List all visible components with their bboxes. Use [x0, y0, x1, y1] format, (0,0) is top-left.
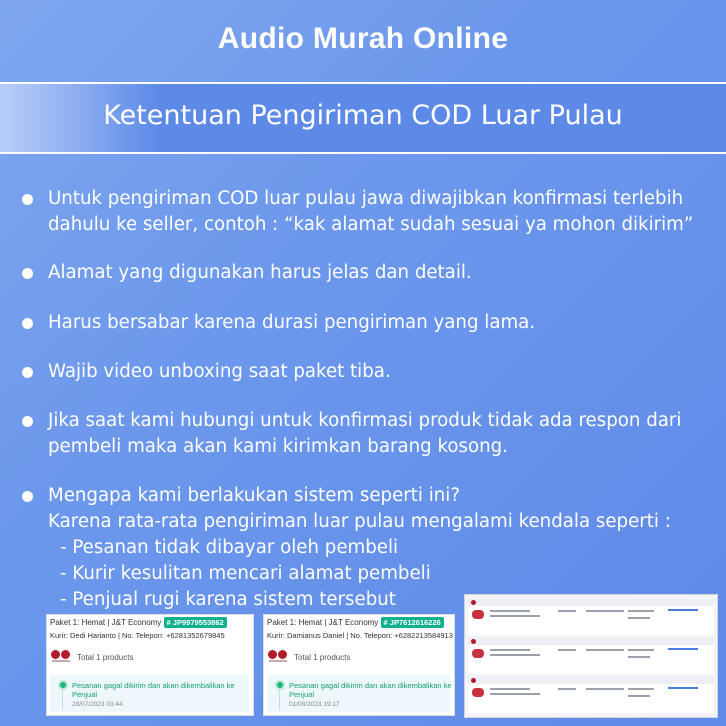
rule-line: Karena rata-rata pengiriman luar pulau mengalami kendala seperti :	[48, 511, 671, 532]
rule-line: Mengapa kami berlakukan sistem seperti ini?	[48, 485, 461, 506]
tracking-tag: # JP9979553862	[164, 617, 227, 628]
courier-info: Kurir: Damianus Daniel | No. Telepon: +6282213584913	[267, 631, 453, 640]
product-image-icon	[472, 649, 484, 658]
tracking-status	[267, 675, 450, 712]
status-dot-icon	[277, 682, 283, 688]
rule-subitem: - Pesanan tidak dibayar oleh pembeli	[60, 537, 399, 558]
rule-line: Wajib video unboxing saat paket tiba.	[48, 361, 391, 382]
text-placeholder	[628, 656, 650, 658]
text-placeholder	[628, 649, 654, 651]
banner	[0, 82, 726, 154]
package-header	[50, 617, 227, 628]
rule-item	[48, 359, 724, 385]
status-dot-icon	[60, 682, 66, 688]
product-image-icon	[472, 610, 484, 619]
rule-line: dahulu ke seller, contoh : “kak alamat sudah sesuai ya mohon dikirim”	[48, 214, 694, 235]
order-row-header	[468, 599, 714, 606]
product-image-icon	[472, 688, 484, 697]
courier-info: Kurir: Dedi Harianto | No. Telepon: +6281352679845	[50, 631, 225, 640]
rule-item	[48, 260, 724, 286]
avatar-icon	[471, 678, 476, 683]
text-placeholder	[490, 693, 540, 695]
rule-item	[48, 186, 724, 238]
text-placeholder	[586, 688, 624, 690]
package-label: Paket 1: Hemat | J&T Economy	[267, 618, 379, 627]
brand-title: Audio Murah Online	[217, 22, 509, 55]
status-message: Pesanan gagal dikirim dan akan dikembalikan ke Penjual	[72, 681, 235, 699]
text-placeholder	[490, 615, 540, 617]
text-placeholder	[586, 610, 624, 612]
timeline-line	[62, 690, 63, 710]
rule-line: pembeli maka akan kami kirimkan barang kosong.	[48, 436, 508, 457]
rule-subitem: - Kurir kesulitan mencari alamat pembeli	[60, 563, 431, 584]
bullet-icon	[22, 268, 33, 279]
order-list-screenshot	[465, 595, 717, 717]
text-placeholder	[490, 649, 530, 651]
bullet-icon	[22, 194, 33, 205]
order-screenshot-card	[264, 615, 454, 715]
order-row	[468, 677, 714, 713]
text-placeholder	[628, 617, 650, 619]
rule-line: Harus bersabar karena durasi pengiriman yang lama.	[48, 312, 536, 333]
bullet-icon	[22, 416, 33, 427]
rule-line: Untuk pengiriman COD luar pulau jawa diwajibkan konfirmasi terlebih	[48, 188, 684, 209]
order-screenshot-card	[47, 615, 253, 715]
order-row-header	[468, 677, 714, 684]
text-placeholder	[490, 654, 540, 656]
bullet-icon	[22, 367, 33, 378]
product-count: Total 1 products	[77, 653, 134, 662]
action-link	[668, 648, 698, 650]
product-thumbnail-icon	[267, 648, 289, 664]
tracking-status	[50, 675, 249, 712]
text-placeholder	[490, 610, 530, 612]
bullet-icon	[22, 491, 33, 502]
rule-subitem: - Penjual rugi karena sistem tersebut	[60, 589, 396, 610]
order-row	[468, 638, 714, 674]
text-placeholder	[558, 610, 576, 612]
package-header	[267, 617, 444, 628]
rule-item	[48, 310, 724, 336]
text-placeholder	[490, 688, 530, 690]
text-placeholder	[628, 688, 654, 690]
rule-item	[48, 483, 724, 613]
product-count: Total 1 products	[294, 653, 351, 662]
timeline-line	[279, 690, 280, 710]
text-placeholder	[558, 649, 576, 651]
action-link	[668, 609, 698, 611]
rule-line: Alamat yang digunakan harus jelas dan detail.	[48, 262, 472, 283]
product-thumbnail-icon	[50, 648, 72, 664]
status-message: Pesanan gagal dikirim dan akan dikembalikan ke Penjual	[289, 681, 452, 699]
text-placeholder	[586, 649, 624, 651]
status-date: 28/07/2023 03:44	[72, 701, 123, 708]
text-placeholder	[628, 695, 650, 697]
banner-title: Ketentuan Pengiriman COD Luar Pulau	[103, 100, 623, 131]
order-row-header	[468, 638, 714, 645]
rule-line: Jika saat kami hubungi untuk konfirmasi produk tidak ada respon dari	[48, 410, 682, 431]
tracking-tag: # JP7612616226	[381, 617, 444, 628]
status-date: 01/08/2023 19:17	[289, 701, 340, 708]
text-placeholder	[628, 610, 654, 612]
rule-item	[48, 408, 724, 460]
avatar-icon	[471, 639, 476, 644]
action-link	[668, 687, 698, 689]
order-row	[468, 599, 714, 635]
avatar-icon	[471, 600, 476, 605]
text-placeholder	[558, 688, 576, 690]
bullet-icon	[22, 318, 33, 329]
package-label: Paket 1: Hemat | J&T Economy	[50, 618, 162, 627]
